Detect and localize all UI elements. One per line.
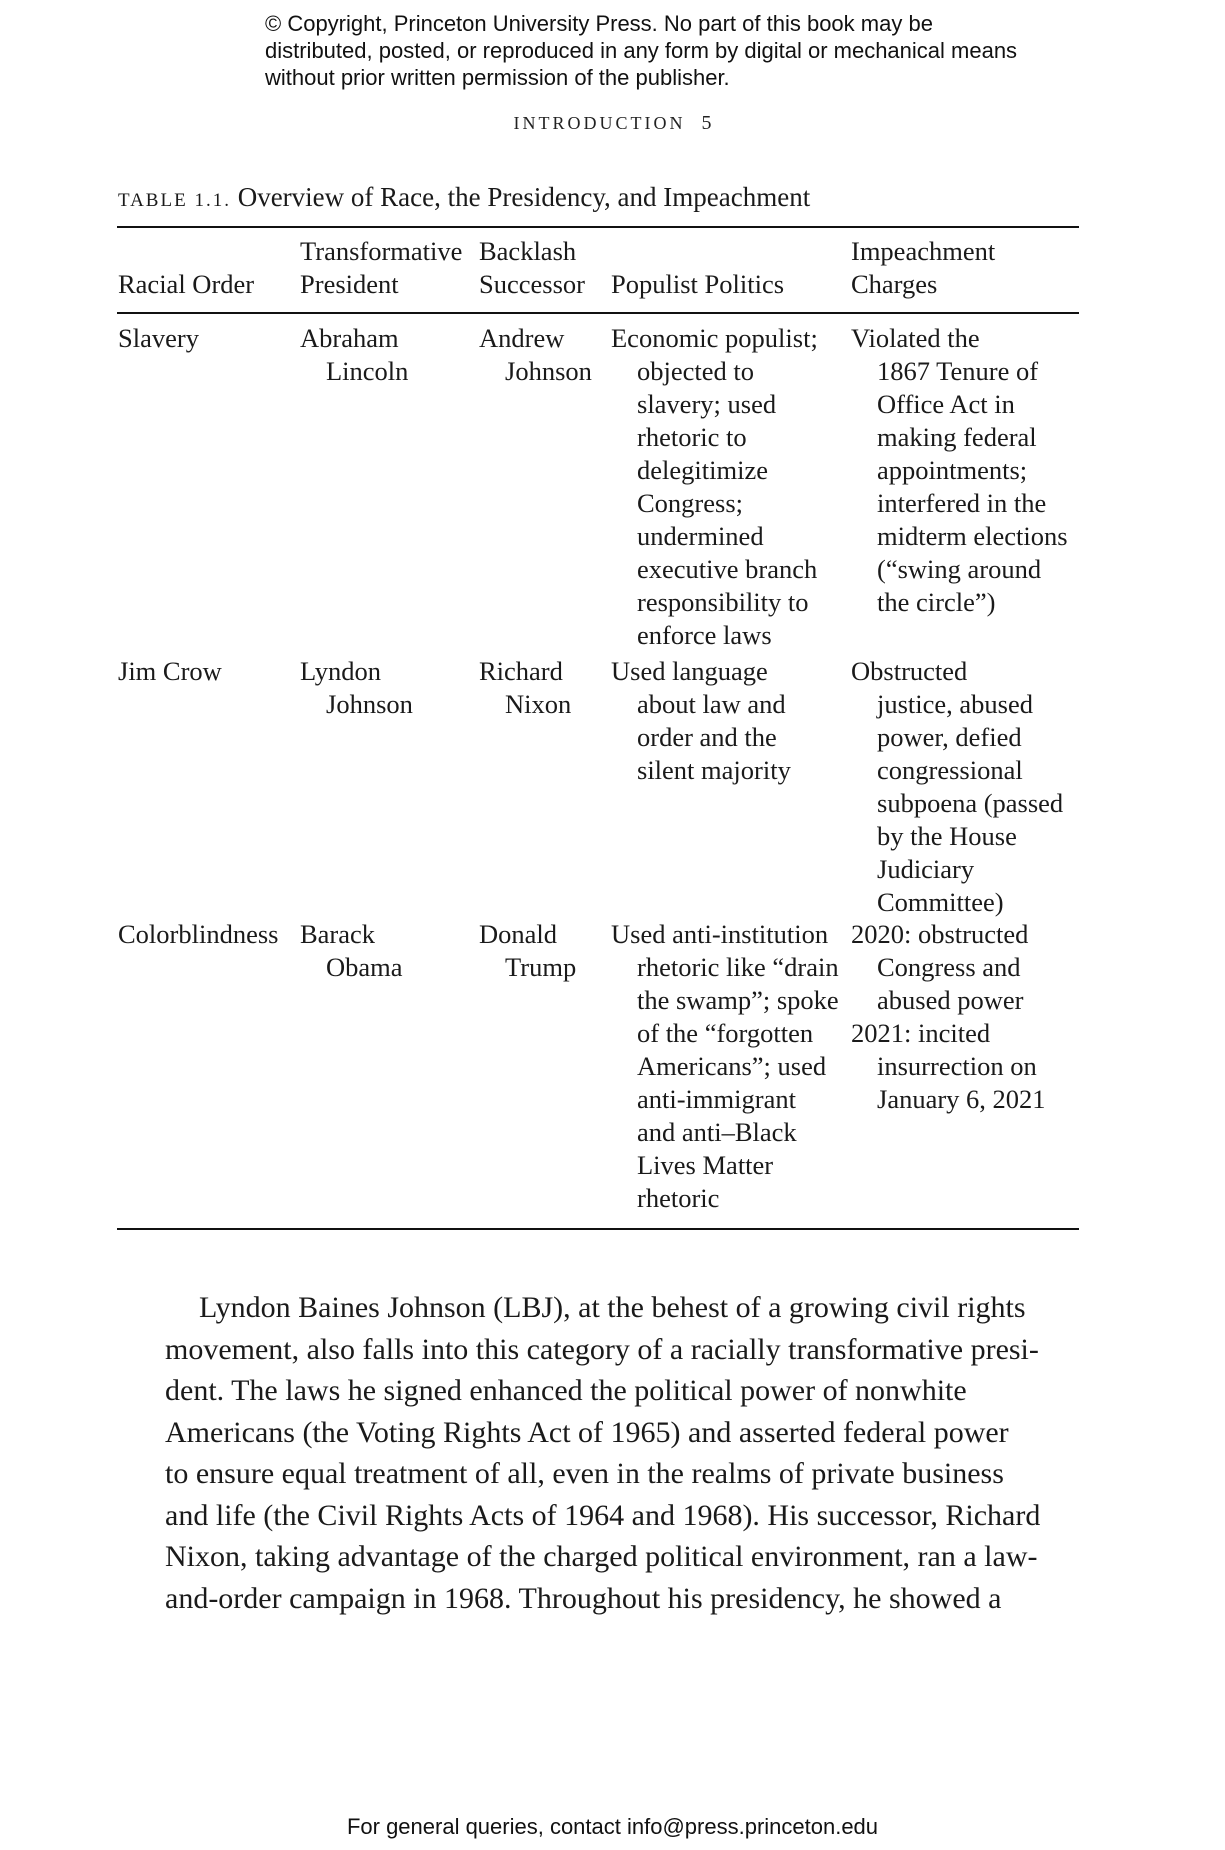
page-number: 5 xyxy=(701,112,712,134)
copyright-notice: © Copyright, Princeton University Press. No part of this book may be distributed, posted, or reproduced in any form by digital or mechanical means without prior written permission of the publisher. xyxy=(265,11,1018,90)
row-jim-crow-president: Lyndon Johnson xyxy=(300,656,413,719)
row-jim-crow-successor: Richard Nixon xyxy=(479,656,572,719)
header-transformative-president: Transformative President xyxy=(300,236,463,299)
row-slavery-populist: Economic populist; objected to slavery; used rhetoric to delegitimize Congress; undermined executive branch responsibility to enforce laws xyxy=(611,323,818,650)
table-bottom-rule xyxy=(117,1228,1079,1230)
running-head-section: INTRODUCTION xyxy=(513,113,686,133)
row-jim-crow-charges: Obstructed justice, abused power, defied congressional subpoena (passed by the House Judiciary Committee) xyxy=(851,656,1064,917)
table-header-rule xyxy=(117,312,1079,314)
footer-contact: For general queries, contact info@press.princeton.edu xyxy=(346,1814,879,1839)
row-slavery-president: Abraham Lincoln xyxy=(300,323,409,386)
row-colorblindness-successor: Donald Trump xyxy=(479,919,577,982)
running-head xyxy=(0,112,1225,135)
row-colorblindness-president: Barack Obama xyxy=(300,919,403,982)
row-jim-crow-populist: Used language about law and order and the silent majority xyxy=(611,656,791,785)
row-colorblindness-charges: 2020: obstructed Congress and abused power 2021: incited insurrection on January 6, 2021 xyxy=(851,919,1046,1114)
header-populist-politics: Populist Politics xyxy=(611,269,785,299)
table-top-rule xyxy=(117,226,1079,228)
table-caption-title: Overview of Race, the Presidency, and Impeachment xyxy=(237,182,811,212)
header-backlash-successor: Backlash Successor xyxy=(479,236,585,299)
row-colorblindness-racial-order: Colorblindness xyxy=(118,919,279,949)
table-caption xyxy=(118,182,1078,213)
row-slavery-successor: Andrew Johnson xyxy=(479,323,592,386)
row-jim-crow-racial-order: Jim Crow xyxy=(118,656,222,686)
header-impeachment-charges: Impeachment Charges xyxy=(851,236,996,299)
header-racial-order: Racial Order xyxy=(118,269,255,299)
row-slavery-racial-order: Slavery xyxy=(118,323,199,353)
body-paragraph: Lyndon Baines Johnson (LBJ), at the behest of a growing civil rights movement, also falls into this category of a racially transformative presi- dent. The laws he signed enhanced the political power of nonwhite Americans (the Voting Rights Act of 1965) and asserted federal power to ensure equal treatment of all, even in the realms of private business and life (the Civil Rights Acts of 1964 and 1968). His successor, Richard Nixon, taking advantage of the charged political environment, ran a law- and-order campaign in 1968. Throughout his presidency, he showed a xyxy=(165,1291,1041,1615)
row-colorblindness-populist: Used anti-institution rhetoric like “drain the swamp”; spoke of the “forgotten Americans”; used anti-immigrant and anti–Black Lives Matter rhetoric xyxy=(611,919,839,1213)
row-slavery-charges: Violated the 1867 Tenure of Office Act in making federal appointments; interfered in the midterm elections (“swing around the circle”) xyxy=(851,323,1068,617)
table-caption-label: TABLE 1.1. xyxy=(118,190,231,211)
